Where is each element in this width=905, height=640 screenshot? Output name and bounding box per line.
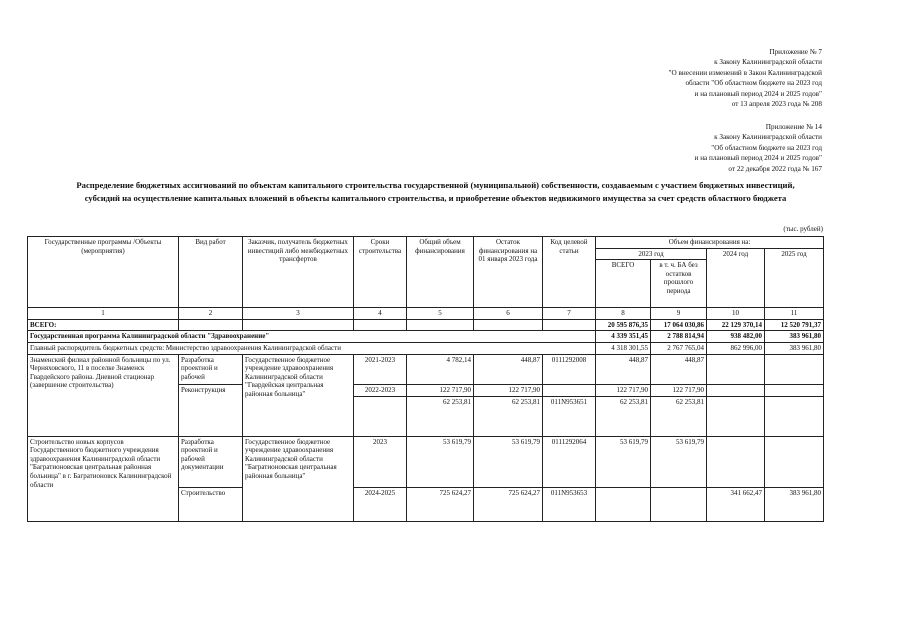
work-type: Разработка проектной и рабочей документации — [179, 436, 243, 487]
col-number: 4 — [354, 308, 407, 320]
header-incl-ba: в т. ч. БА без остатков прошлого периода — [651, 260, 707, 308]
target-code: 0111292008 — [543, 354, 596, 384]
total-volume: 53 619,79 — [407, 436, 474, 487]
manager-2024: 862 996,00 — [707, 342, 765, 354]
header-line: к Закону Калининградской области — [714, 133, 822, 142]
col-number: 11 — [765, 308, 824, 320]
document-title — [28, 179, 843, 204]
total-volume: 725 624,27 — [407, 487, 474, 521]
header-line: и на плановый период 2024 и 2025 годов" — [694, 154, 822, 163]
total-volume: 62 253,81 — [407, 396, 474, 436]
header-line: от 22 декабря 2022 года № 167 — [728, 164, 822, 173]
header-line: Приложение № 14 — [765, 123, 822, 131]
program-2023: 4 339 351,45 — [596, 331, 651, 343]
amount-2023: 53 619,79 — [596, 436, 651, 487]
work-type: Строительство — [179, 487, 243, 521]
amount-2024: 341 662,47 — [707, 487, 765, 521]
terms: 2021-2023 — [354, 354, 407, 384]
manager-label: Главный распорядитель бюджетных средств: Министерство здравоохранения Калининградской области — [28, 342, 596, 354]
header-line: Приложение № 7 — [769, 48, 822, 56]
total-2023: 20 595 876,35 — [596, 319, 651, 331]
header-line: "О внесении изменений в Закон Калининградской — [668, 68, 822, 77]
header-target-code: Код целевой статьи — [543, 237, 596, 308]
terms: 2024-2025 — [354, 487, 407, 521]
budget-table — [27, 236, 824, 522]
header-work-type: Вид работ — [179, 237, 243, 308]
program-2023-ba: 2 788 814,94 — [651, 331, 707, 343]
col-number: 5 — [407, 308, 474, 320]
object-name: Знаменский филиал районной больницы по ул. Черняховского, 11 в поселке Знаменск Гвардейского района. Дневной стационар (завершение строительства) — [28, 354, 179, 436]
title-line-2: субсидий на осуществление капитальных вложений в объекты капитального строительства, и приобретение объектов недвижимого имущества за счет средств областного бюджета — [84, 192, 787, 203]
col-number: 10 — [707, 308, 765, 320]
customer: Государственное бюджетное учреждение здравоохранения Калининградской области "Гвардейская центральная районная больница" — [243, 354, 354, 436]
program-2024: 938 482,00 — [707, 331, 765, 343]
col-number: 1 — [28, 308, 179, 320]
manager-2025: 383 961,80 — [765, 342, 824, 354]
target-code: 0111292064 — [543, 436, 596, 487]
header-2025: 2025 год — [765, 248, 824, 308]
total-2024: 22 129 370,14 — [707, 319, 765, 331]
total-label: ВСЕГО: — [28, 319, 179, 331]
col-number: 8 — [596, 308, 651, 320]
customer: Государственное бюджетное учреждение здравоохранения Калининградской области "Багратионовская центральная районная больница" — [243, 436, 354, 521]
amount-2023: 122 717,90 — [596, 384, 651, 396]
header-total-volume: Общий объем финансирования — [407, 237, 474, 308]
amount-2023-ba: 62 253,81 — [651, 396, 707, 436]
amount-2023-ba: 53 619,79 — [651, 436, 707, 487]
amount-2023-ba: 448,87 — [651, 354, 707, 384]
header-row — [28, 237, 824, 249]
remainder: 62 253,81 — [474, 396, 543, 436]
program-row — [28, 331, 824, 343]
total-row — [28, 319, 824, 331]
col-number: 6 — [474, 308, 543, 320]
program-2025: 383 961,80 — [765, 331, 824, 343]
target-code: 011N953651 — [543, 396, 596, 436]
header-line: к Закону Калининградской области — [714, 58, 822, 67]
header-line: "Об областном бюджете на 2023 год — [711, 143, 822, 152]
header-customer: Заказчик, получатель бюджетных инвестиций либо межбюджетных трансфертов — [243, 237, 354, 308]
col-number: 7 — [543, 308, 596, 320]
header-funding-volume: Объем финансирования на: — [596, 237, 824, 249]
target-code: 011N953653 — [543, 487, 596, 521]
header-line: и на плановый период 2024 и 2025 годов" — [694, 89, 822, 98]
header-line: от 13 апреля 2023 года № 208 — [731, 100, 822, 109]
header-terms: Сроки строительства — [354, 237, 407, 308]
manager-2023-ba: 2 767 765,04 — [651, 342, 707, 354]
terms: 2023 — [354, 436, 407, 487]
col-number: 3 — [243, 308, 354, 320]
appendix-14-header — [695, 122, 822, 174]
header-programs: Государственные программы /Объекты (мероприятия) — [28, 237, 179, 308]
program-label: Государственная программа Калининградской области "Здравоохранение" — [28, 331, 596, 343]
remainder: 725 624,27 — [474, 487, 543, 521]
header-2024: 2024 год — [707, 248, 765, 308]
header-remainder: Остаток финансирования на 01 января 2023 года — [474, 237, 543, 308]
header-total: ВСЕГО — [596, 260, 651, 308]
header-line: области "Об областном бюджете на 2023 год — [685, 79, 822, 88]
remainder: 53 619,79 — [474, 436, 543, 487]
col-number: 9 — [651, 308, 707, 320]
object-name: Строительство новых корпусов Государственного бюджетного учреждения здравоохранения Калининградской области "Багратионовская центральная районная больница" в г. Багратионовск Калининградской области — [28, 436, 179, 521]
manager-row — [28, 342, 824, 354]
header-2023: 2023 год — [596, 248, 707, 260]
total-2025: 12 520 791,37 — [765, 319, 824, 331]
col-number: 2 — [179, 308, 243, 320]
work-type: Реконструкция — [179, 384, 243, 436]
units-label: (тыс. рублей) — [783, 225, 823, 233]
amount-2023: 62 253,81 — [596, 396, 651, 436]
terms: 2022-2023 — [354, 384, 407, 396]
amount-2023: 448,87 — [596, 354, 651, 384]
remainder: 448,87 — [474, 354, 543, 384]
total-volume: 122 717,90 — [407, 384, 474, 396]
amount-2025: 383 961,80 — [765, 487, 824, 521]
table-row — [28, 354, 824, 384]
remainder: 122 717,90 — [474, 384, 543, 396]
appendix-7-header — [669, 47, 822, 109]
total-2023-ba: 17 064 030,86 — [651, 319, 707, 331]
table-row — [28, 436, 824, 487]
amount-2023-ba: 122 717,90 — [651, 384, 707, 396]
work-type: Разработка проектной и рабочей — [179, 354, 243, 384]
manager-2023: 4 318 301,55 — [596, 342, 651, 354]
column-number-row — [28, 308, 824, 320]
title-line-1: Распределение бюджетных ассигнований по объектам капитального строительства государственной (муниципальной) собственности, создаваемым с участием бюджетных инвестиций, — [76, 180, 795, 190]
total-volume: 4 782,14 — [407, 354, 474, 384]
